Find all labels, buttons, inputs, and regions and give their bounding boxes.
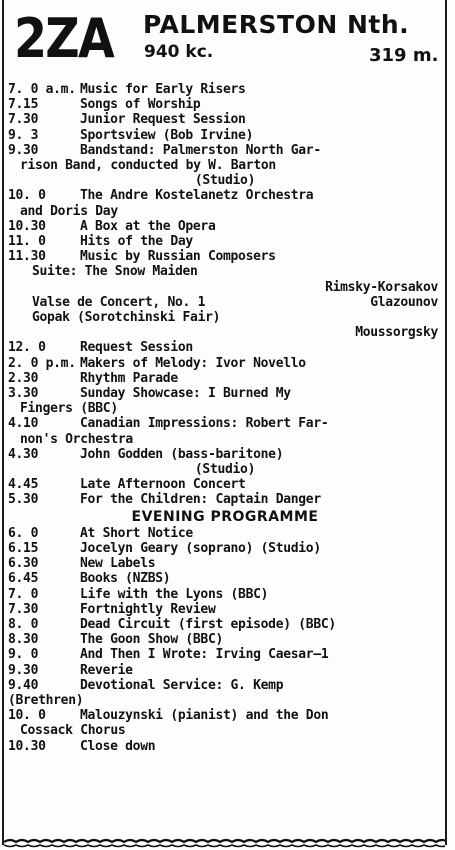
programme-item	[8, 249, 442, 264]
station-wavelength: 319 m.	[369, 45, 439, 66]
programme-item	[8, 678, 442, 693]
programme-time: 10.30	[8, 218, 46, 234]
left-border-rule	[2, 0, 4, 845]
programme-item	[8, 386, 442, 401]
programme-continuation: rison Band, conducted by W. Barton	[20, 158, 276, 174]
programme-title: The Andre Kostelanetz Orchestra	[80, 188, 314, 204]
programme-item	[8, 526, 442, 541]
programme-title: New Labels	[80, 556, 156, 572]
programme-title: Jocelyn Geary (soprano) (Studio)	[80, 540, 321, 556]
programme-time: 6.15	[8, 540, 39, 556]
programme-time: 11. 0	[8, 234, 46, 250]
programme-title: Fortnightly Review	[80, 601, 216, 617]
programme-continuation: Cossack Chorus	[20, 723, 126, 739]
programme-item	[8, 219, 442, 234]
programme-item	[8, 587, 442, 602]
programme-time: 6.45	[8, 571, 39, 587]
programme-title: A Box at the Opera	[80, 218, 216, 234]
programme-title: Sportsview (Bob Irvine)	[80, 127, 254, 143]
suite-title: Suite: The Snow Maiden	[32, 264, 198, 280]
programme-time: 2.30	[8, 370, 39, 386]
programme-title: Sunday Showcase: I Burned My	[80, 386, 291, 402]
programme-title: At Short Notice	[80, 525, 193, 541]
programme-item	[8, 708, 442, 723]
programme-listing	[8, 82, 442, 754]
programme-time: 2. 0 p.m.	[8, 355, 76, 371]
programme-time: 9.30	[8, 662, 39, 678]
programme-title: Devotional Service: G. Kemp	[80, 677, 284, 693]
programme-continuation: (Studio)	[194, 462, 256, 478]
programme-time: 5.30	[8, 492, 39, 508]
programme-item	[8, 477, 442, 492]
programme-item	[8, 447, 442, 462]
programme-item	[8, 556, 442, 571]
programme-item	[8, 234, 442, 249]
programme-continuation: and Doris Day	[20, 203, 118, 219]
programme-item	[8, 143, 442, 158]
programme-item	[8, 188, 442, 203]
programme-time: 7. 0 a.m.	[8, 82, 76, 97]
programme-item	[8, 371, 442, 386]
evening-programme-heading: EVENING PROGRAMME	[131, 508, 319, 525]
programme-title: Books (NZBS)	[80, 571, 171, 587]
programme-title: Songs of Worship	[80, 97, 201, 113]
programme-continuation: non's Orchestra	[20, 431, 133, 447]
programme-title: Bandstand: Palmerston North Gar-	[80, 142, 321, 158]
programme-title: Request Session	[80, 340, 193, 356]
programme-item	[8, 541, 442, 556]
programme-item	[8, 128, 442, 143]
programme-title: John Godden (bass-baritone)	[80, 446, 284, 462]
programme-title: Makers of Melody: Ivor Novello	[80, 355, 306, 371]
programme-continuation: Fingers (BBC)	[20, 401, 118, 417]
programme-time: 6.30	[8, 556, 39, 572]
programme-time: 7.30	[8, 112, 39, 128]
programme-title: Late Afternoon Concert	[80, 477, 246, 493]
programme-item	[8, 356, 442, 371]
programme-time: 8.30	[8, 632, 39, 648]
programme-time: 10. 0	[8, 708, 46, 724]
programme-time: 9.40	[8, 677, 39, 693]
programme-time: 10.30	[8, 738, 46, 754]
programme-item	[8, 97, 442, 112]
programme-time: 7.30	[8, 601, 39, 617]
programme-continuation: (Brethren)	[8, 692, 84, 708]
programme-time: 3.30	[8, 386, 39, 402]
suite-composer: Rimsky-Korsakov	[325, 279, 438, 295]
programme-item	[8, 571, 442, 586]
programme-title: Hits of the Day	[80, 234, 193, 250]
programme-time: 11.30	[8, 249, 46, 265]
programme-time: 7. 0	[8, 586, 39, 602]
programme-item	[8, 647, 442, 662]
programme-title: Close down	[80, 738, 156, 754]
programme-time: 8. 0	[8, 616, 39, 632]
programme-title: And Then I Wrote: Irving Caesar—1	[80, 647, 329, 663]
programme-title: Malouzynski (pianist) and the Don	[80, 708, 329, 724]
programme-item	[8, 82, 442, 97]
programme-item	[8, 602, 442, 617]
valse-composer: Glazounov	[370, 294, 438, 310]
programme-item	[8, 340, 442, 355]
programme-continuation: (Studio)	[194, 173, 256, 189]
programme-title: Junior Request Session	[80, 112, 246, 128]
programme-title: Life with the Lyons (BBC)	[80, 586, 269, 602]
programme-item	[8, 416, 442, 431]
programme-item	[8, 112, 442, 127]
programme-time: 7.15	[8, 97, 39, 113]
valse-title: Valse de Concert, No. 1	[32, 294, 206, 310]
programme-time: 12. 0	[8, 340, 46, 356]
programme-title: Reverie	[80, 662, 133, 678]
programme-time: 9. 3	[8, 127, 39, 143]
wavy-bottom-border	[4, 836, 445, 850]
programme-time: 4.30	[8, 446, 39, 462]
programme-time: 9. 0	[8, 647, 39, 663]
programme-title: The Goon Show (BBC)	[80, 632, 224, 648]
programme-item	[8, 632, 442, 647]
station-city: PALMERSTON Nth.	[143, 10, 410, 39]
gopak-title: Gopak (Sorotchinski Fair)	[32, 310, 221, 326]
programme-title: For the Children: Captain Danger	[80, 492, 321, 508]
programme-time: 4.10	[8, 416, 39, 432]
programme-title: Dead Circuit (first episode) (BBC)	[80, 616, 336, 632]
station-frequency: 940 kc.	[144, 42, 214, 62]
programme-item	[8, 663, 442, 678]
programme-item	[8, 617, 442, 632]
programme-time: 4.45	[8, 477, 39, 493]
station-callsign: 2ZA	[14, 7, 114, 70]
valse-line	[8, 295, 442, 310]
programme-item	[8, 739, 442, 754]
programme-time: 6. 0	[8, 525, 39, 541]
programme-title: Music by Russian Composers	[80, 249, 276, 265]
gopak-composer: Moussorgsky	[355, 325, 438, 341]
programme-title: Rhythm Parade	[80, 370, 178, 386]
right-border-rule	[445, 0, 447, 845]
programme-item	[8, 492, 442, 507]
programme-title: Music for Early Risers	[80, 82, 246, 97]
programme-time: 9.30	[8, 142, 39, 158]
programme-title: Canadian Impressions: Robert Far-	[80, 416, 329, 432]
station-header	[14, 4, 444, 82]
programme-time: 10. 0	[8, 188, 46, 204]
